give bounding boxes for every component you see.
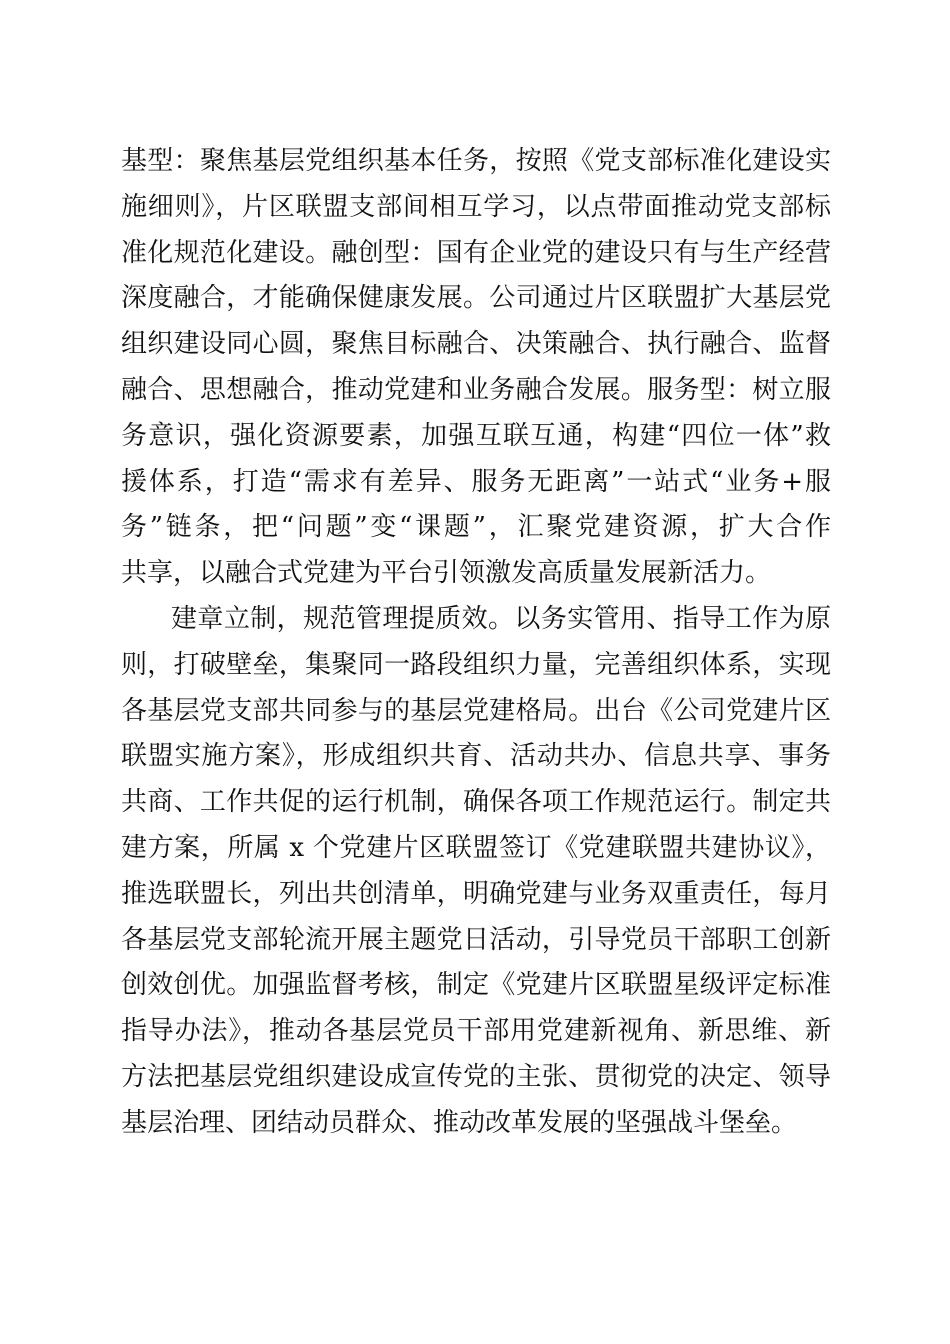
text-line: 各基层党支部共同参与的基层党建格局。出台《公司党建片区 xyxy=(121,695,831,726)
paragraph-1 xyxy=(121,139,831,597)
text-line: 推选联盟长，列出共创清单，明确党建与业务双重责任，每月 xyxy=(121,878,831,909)
text-line: 融合、思想融合，推动党建和业务融合发展。服务型：树立服 xyxy=(121,374,831,405)
text-line: 准化规范化建设。融创型：国有企业党的建设只有与生产经营 xyxy=(121,237,831,268)
text-line: 组织建设同心圆，聚焦目标融合、决策融合、执行融合、监督 xyxy=(121,329,831,360)
text-line: 施细则》，片区联盟支部间相互学习，以点带面推动党支部标 xyxy=(121,191,831,222)
document-body xyxy=(121,139,831,1147)
text-line: 指导办法》，推动各基层党员干部用党建新视角、新思维、新 xyxy=(121,1016,831,1047)
text-line: 各基层党支部轮流开展主题党日活动，引导党员干部职工创新 xyxy=(121,924,831,955)
text-line: 创效创优。加强监督考核，制定《党建片区联盟星级评定标准 xyxy=(121,970,831,1001)
text-line: 方法把基层党组织建设成宣传党的主张、贯彻党的决定、领导 xyxy=(121,1061,831,1092)
text-line: 务”链条，把“问题”变“课题”，汇聚党建资源，扩大合作 xyxy=(121,512,831,543)
text-line: 联盟实施方案》，形成组织共育、活动共办、信息共享、事务 xyxy=(121,741,831,772)
text-line: 建方案，所属 x 个党建片区联盟签订《党建联盟共建协议》， xyxy=(121,832,831,863)
text-line: 援体系，打造“需求有差异、服务无距离”一站式“业务+服 xyxy=(121,466,831,497)
text-line: 共享，以融合式党建为平台引领激发高质量发展新活力。 xyxy=(121,558,772,589)
paragraph-2 xyxy=(121,597,831,1147)
text-line: 基型：聚焦基层党组织基本任务，按照《党支部标准化建设实 xyxy=(121,146,831,176)
text-line: 共商、工作共促的运行机制，确保各项工作规范运行。制定共 xyxy=(121,787,831,818)
text-line: 深度融合，才能确保健康发展。公司通过片区联盟扩大基层党 xyxy=(121,283,831,314)
text-line: 建章立制，规范管理提质效。以务实管用、指导工作为原 xyxy=(171,603,831,634)
text-line: 基层治理、团结动员群众、推动改革发展的坚强战斗堡垒。 xyxy=(121,1107,798,1138)
text-line: 则，打破壁垒，集聚同一路段组织力量，完善组织体系，实现 xyxy=(121,649,831,680)
text-line: 务意识，强化资源要素，加强互联互通，构建“四位一体”救 xyxy=(121,420,831,451)
